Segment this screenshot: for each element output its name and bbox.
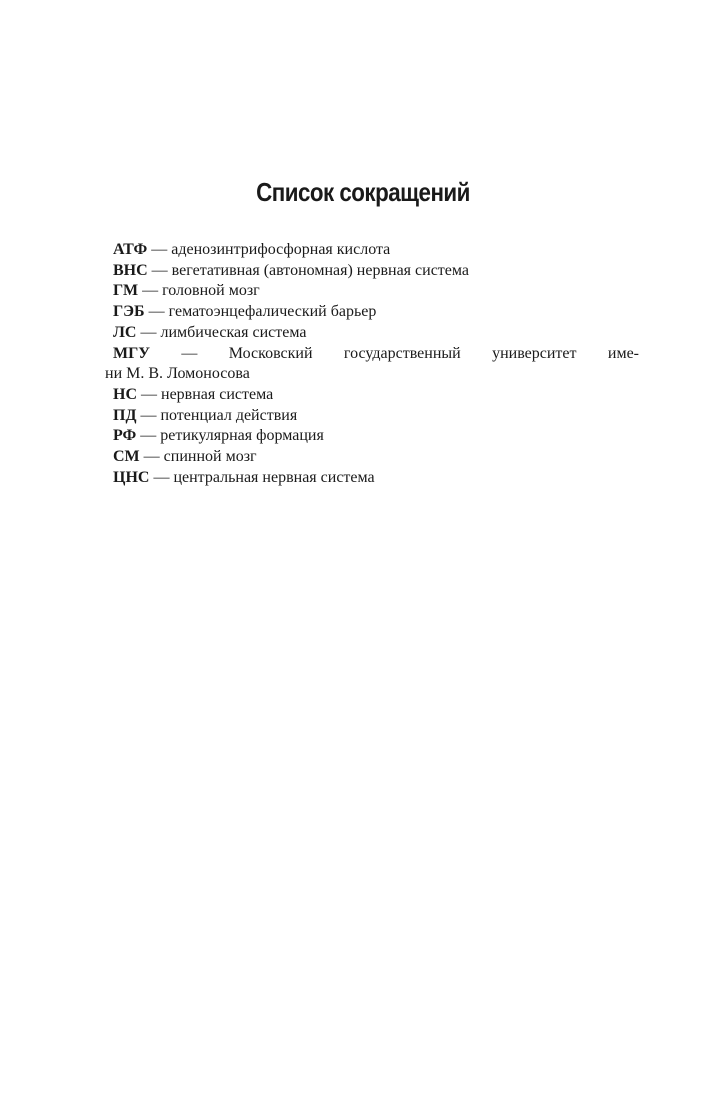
abbreviation-definition: — ретикулярная формация <box>136 427 324 445</box>
abbreviation-term: ВНС <box>113 261 148 279</box>
abbreviation-term: ГЭБ <box>113 303 145 321</box>
list-item <box>113 281 639 302</box>
abbreviation-term: АТФ <box>113 241 148 258</box>
abbreviation-list <box>105 240 639 488</box>
list-item <box>113 426 639 447</box>
abbreviation-line <box>113 344 639 365</box>
abbreviation-definition: — нервная система <box>137 385 274 403</box>
list-item <box>113 261 639 282</box>
abbreviation-term: ЦНС <box>113 468 150 486</box>
list-item <box>113 447 639 468</box>
abbreviation-definition: — спинной мозг <box>139 448 257 466</box>
abbreviation-term: ЛС <box>113 323 137 341</box>
list-item <box>113 406 639 427</box>
abbreviation-definition: — вегетативная (автономная) нервная система <box>147 261 470 279</box>
list-item <box>113 302 639 323</box>
abbreviation-definition: — центральная нервная система <box>149 468 375 486</box>
abbreviation-term: СМ <box>113 448 140 466</box>
list-item <box>113 240 639 261</box>
abbreviation-definition: — гематоэнцефалический барьер <box>144 303 377 321</box>
abbreviation-term: НС <box>113 385 137 403</box>
abbreviation-definition: — аденозинтрифосфорная кислота <box>147 241 391 258</box>
abbreviation-definition: — потенциал действия <box>136 406 298 424</box>
abbreviation-definition-continued: ни М. В. Ломоносова <box>105 365 250 383</box>
abbreviation-term: РФ <box>113 427 137 445</box>
abbreviation-term: МГУ <box>113 344 151 362</box>
list-item <box>105 344 639 385</box>
list-item <box>113 468 639 489</box>
abbreviation-term: ПД <box>113 406 137 424</box>
abbreviation-definition: — Московский государственный университет име- <box>150 344 639 362</box>
list-item <box>113 323 639 344</box>
abbreviation-term: ГМ <box>113 282 139 300</box>
abbreviation-definition: — лимбическая система <box>136 323 307 341</box>
page-title: Список сокращений <box>256 177 470 207</box>
abbreviation-definition: — головной мозг <box>138 282 260 300</box>
list-item <box>113 385 639 406</box>
